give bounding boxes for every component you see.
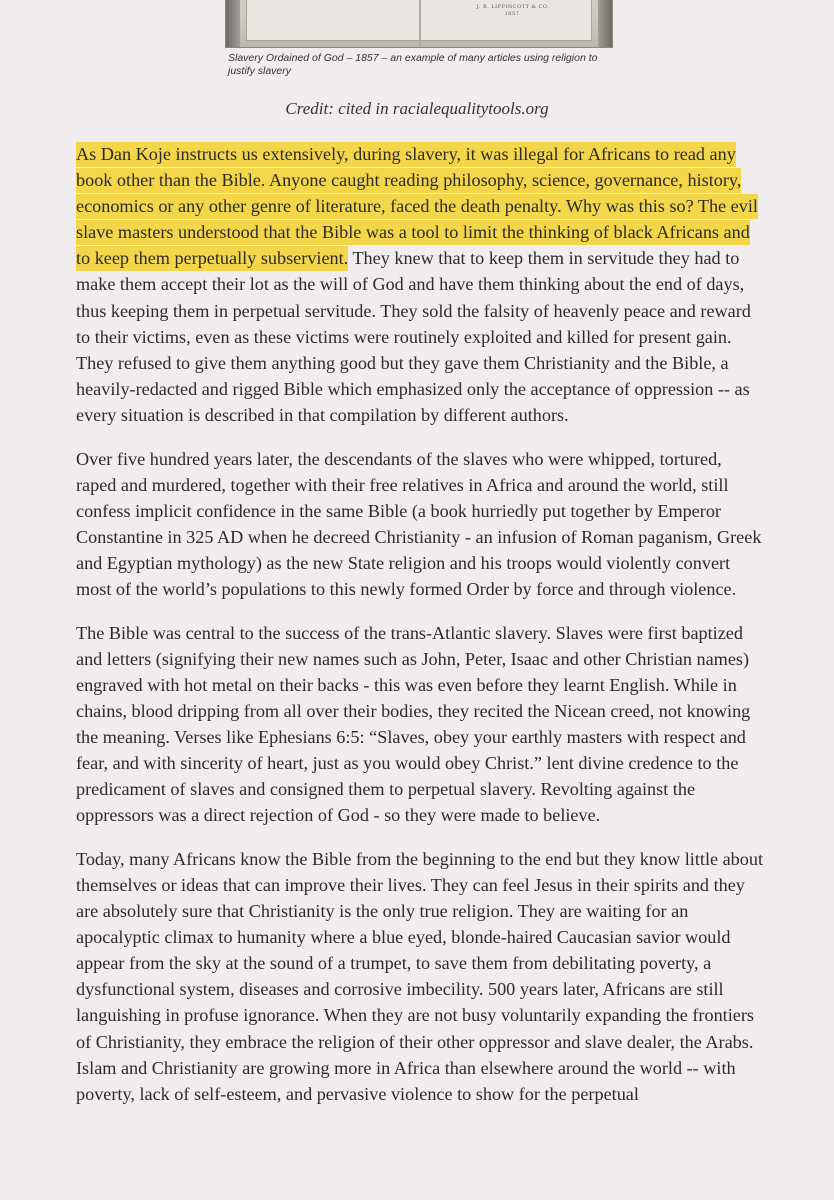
book-figure bbox=[0, 0, 834, 86]
article-body bbox=[76, 141, 766, 1124]
highlighted-text: As Dan Koje instructs us extensively, during slavery, it was illegal for Africans to read any book other than the Bible. Anyone caught reading philosophy, science, governance, history, economics or any other genre of literature, faced the death penalty. Why was this so? The evil slave masters understood that the Bible was a tool to limit the thinking of black Africans and to keep them perpetually subservient. bbox=[76, 142, 758, 271]
figure-caption: Slavery Ordained of God – 1857 – an example of many articles using religion to justify slavery bbox=[228, 52, 598, 77]
book-gutter bbox=[419, 0, 421, 47]
book-imprint: J. B. LIPPINCOTT & CO. 1857. bbox=[476, 4, 550, 17]
book-cover-right bbox=[598, 0, 612, 47]
paragraph-3: The Bible was central to the success of the trans-Atlantic slavery. Slaves were first baptized and letters (signifying their new names such as John, Peter, Isaac and other Christian names) engraved with hot metal on their backs - this was even before they learnt English. While in chains, blood dripping from all over their bodies, they recited the Nicean creed, not knowing the meaning. Verses like Ephesians 6:5: “Slaves, obey your earthly masters with respect and fear, and with sincerity of heart, just as you would obey Christ.” lent divine credence to the predicament of slaves and consigned them to perpetual slavery. Revolting against the oppressors was a direct rejection of God - so they were made to believe. bbox=[76, 622, 751, 826]
book-cover-left bbox=[226, 0, 240, 47]
paragraph-1-continuation: They knew that to keep them in servitude they had to make them accept their lot as the will of God and have them thinking about the end of days, thus keeping them in perpetual servitude. They sold the falsity of heavenly peace and reward to their victims, even as these victims were routinely exploited and killed for present gain. They refused to give them anything good but they gave them Christianity and the Bible, a heavily-redacted and rigged Bible which emphasized only the acceptance of oppression -- as every situation is described in that compilation by different authors. bbox=[76, 248, 751, 425]
image-credit: Credit: cited in racialequalitytools.org bbox=[285, 99, 549, 118]
book-photo bbox=[225, 0, 613, 48]
paragraph-4: Today, many Africans know the Bible from the beginning to the end but they know little about themselves or ideas that can improve their lives. They can feel Jesus in their spirits and they are absolutely sure that Christianity is the only true religion. They are waiting for an apocalyptic climax to humanity where a blue eyed, blonde-haired Caucasian savior would appear from the sky at the sound of a trumpet, to save them from debilitating poverty, a dysfunctional system, diseases and corrosive imbecility. 500 years later, Africans are still languishing in profuse ignorance. When they are not busy voluntarily expanding the frontiers of Christianity, they embrace the religion of their other oppressor and slave dealer, the Arabs. Islam and Christianity are growing more in Africa than elsewhere around the world -- with poverty, lack of self-esteem, and pervasive violence to show for the perpetual bbox=[76, 848, 764, 1104]
paragraph-2: Over five hundred years later, the descendants of the slaves who were whipped, tortured, raped and murdered, together with their free relatives in Africa and around the world, still confess implicit confidence in the same Bible (a book hurriedly put together by Emperor Constantine in 325 AD when he decreed Christianity - an infusion of Roman paganism, Greek and Egyptian mythology) as the new State religion and his troops would violently convert most of the world’s populations to this newly formed Order by force and through violence. bbox=[76, 448, 762, 599]
paragraph-1 bbox=[76, 141, 766, 428]
